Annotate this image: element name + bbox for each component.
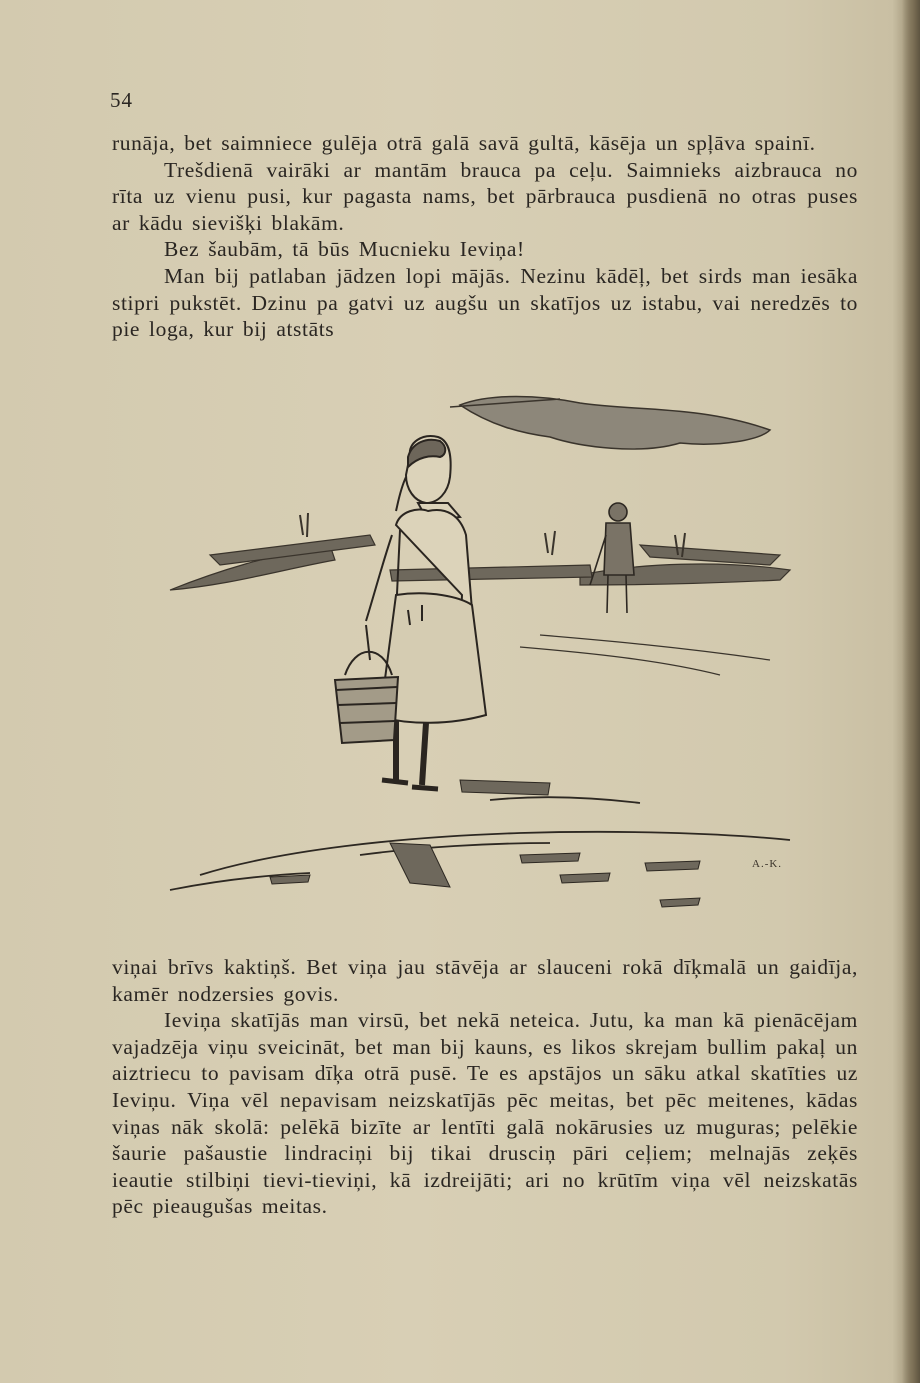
paragraph: Ieviņa skatījās man virsū, bet nekā neteica. Jutu, ka man kā pienācējam vajadzēja viņu sveicināt, bet man bij kauns, es likos skrejam bullim pakaļ un aiztriecu to pavisam dīķa otrā pusē. Te es apstājos un sāku atkal skatīties uz Ieviņu. Viņa vēl nepavisam neizskatījās pēc meitas, bet pēc meitenes, kādas viņas nāk skolā: pelēkā bizīte ar lentīti galā nokārusies uz muguras; pelēkie šaurie pašaustie lindraciņi bij tikai drusciņ pāri ceļiem; melnajās zeķēs ieautie stilbiņi tievi-tieviņi, kā izdreijāti; ari no krūtīm viņa vēl neizskatās pēc pieaugušas meitas.: [112, 1008, 858, 1219]
paragraph: viņai brīvs kaktiņš. Bet viņa jau stāvēja ar slauceni rokā dīķmalā un gaidīja, kamēr nodzersies govis.: [112, 955, 858, 1006]
page-edge-shadow: [902, 0, 920, 1383]
paragraph: Man bij patlaban jādzen lopi mājās. Nezinu kādēļ, bet sirds man iesāka stipri pukstēt. Dzinu pa gatvi uz augšu un skatījos uz istabu, vai neredzēs to pie loga, kur bij atstāts: [112, 263, 858, 342]
girl-figure: [335, 436, 486, 789]
illustration-girl-with-bucket: [160, 385, 810, 925]
paragraph: Trešdienā vairāki ar mantām brauca pa ceļu. Saimnieks aizbrauca no rīta uz vienu pusi, kur pagasta nams, bet pārbrauca pusdienā no otras puses ar kādu sievišķi blakām.: [112, 157, 858, 235]
pond-ground: [170, 797, 790, 890]
text-block-top: [112, 130, 858, 343]
text-block-bottom: [112, 954, 858, 1220]
paragraph: runāja, bet saimniece gulēja otrā galā savā gultā, kāsēja un spļāva spainī.: [112, 131, 816, 155]
paragraph: Bez šaubām, tā būs Mucnieku Ieviņa!: [164, 237, 525, 262]
page-number: 54: [110, 88, 133, 112]
field-strokes: [170, 535, 790, 675]
artist-mark: A.-K.: [752, 858, 783, 870]
cloud: [450, 397, 770, 450]
distant-figure: [590, 503, 634, 613]
